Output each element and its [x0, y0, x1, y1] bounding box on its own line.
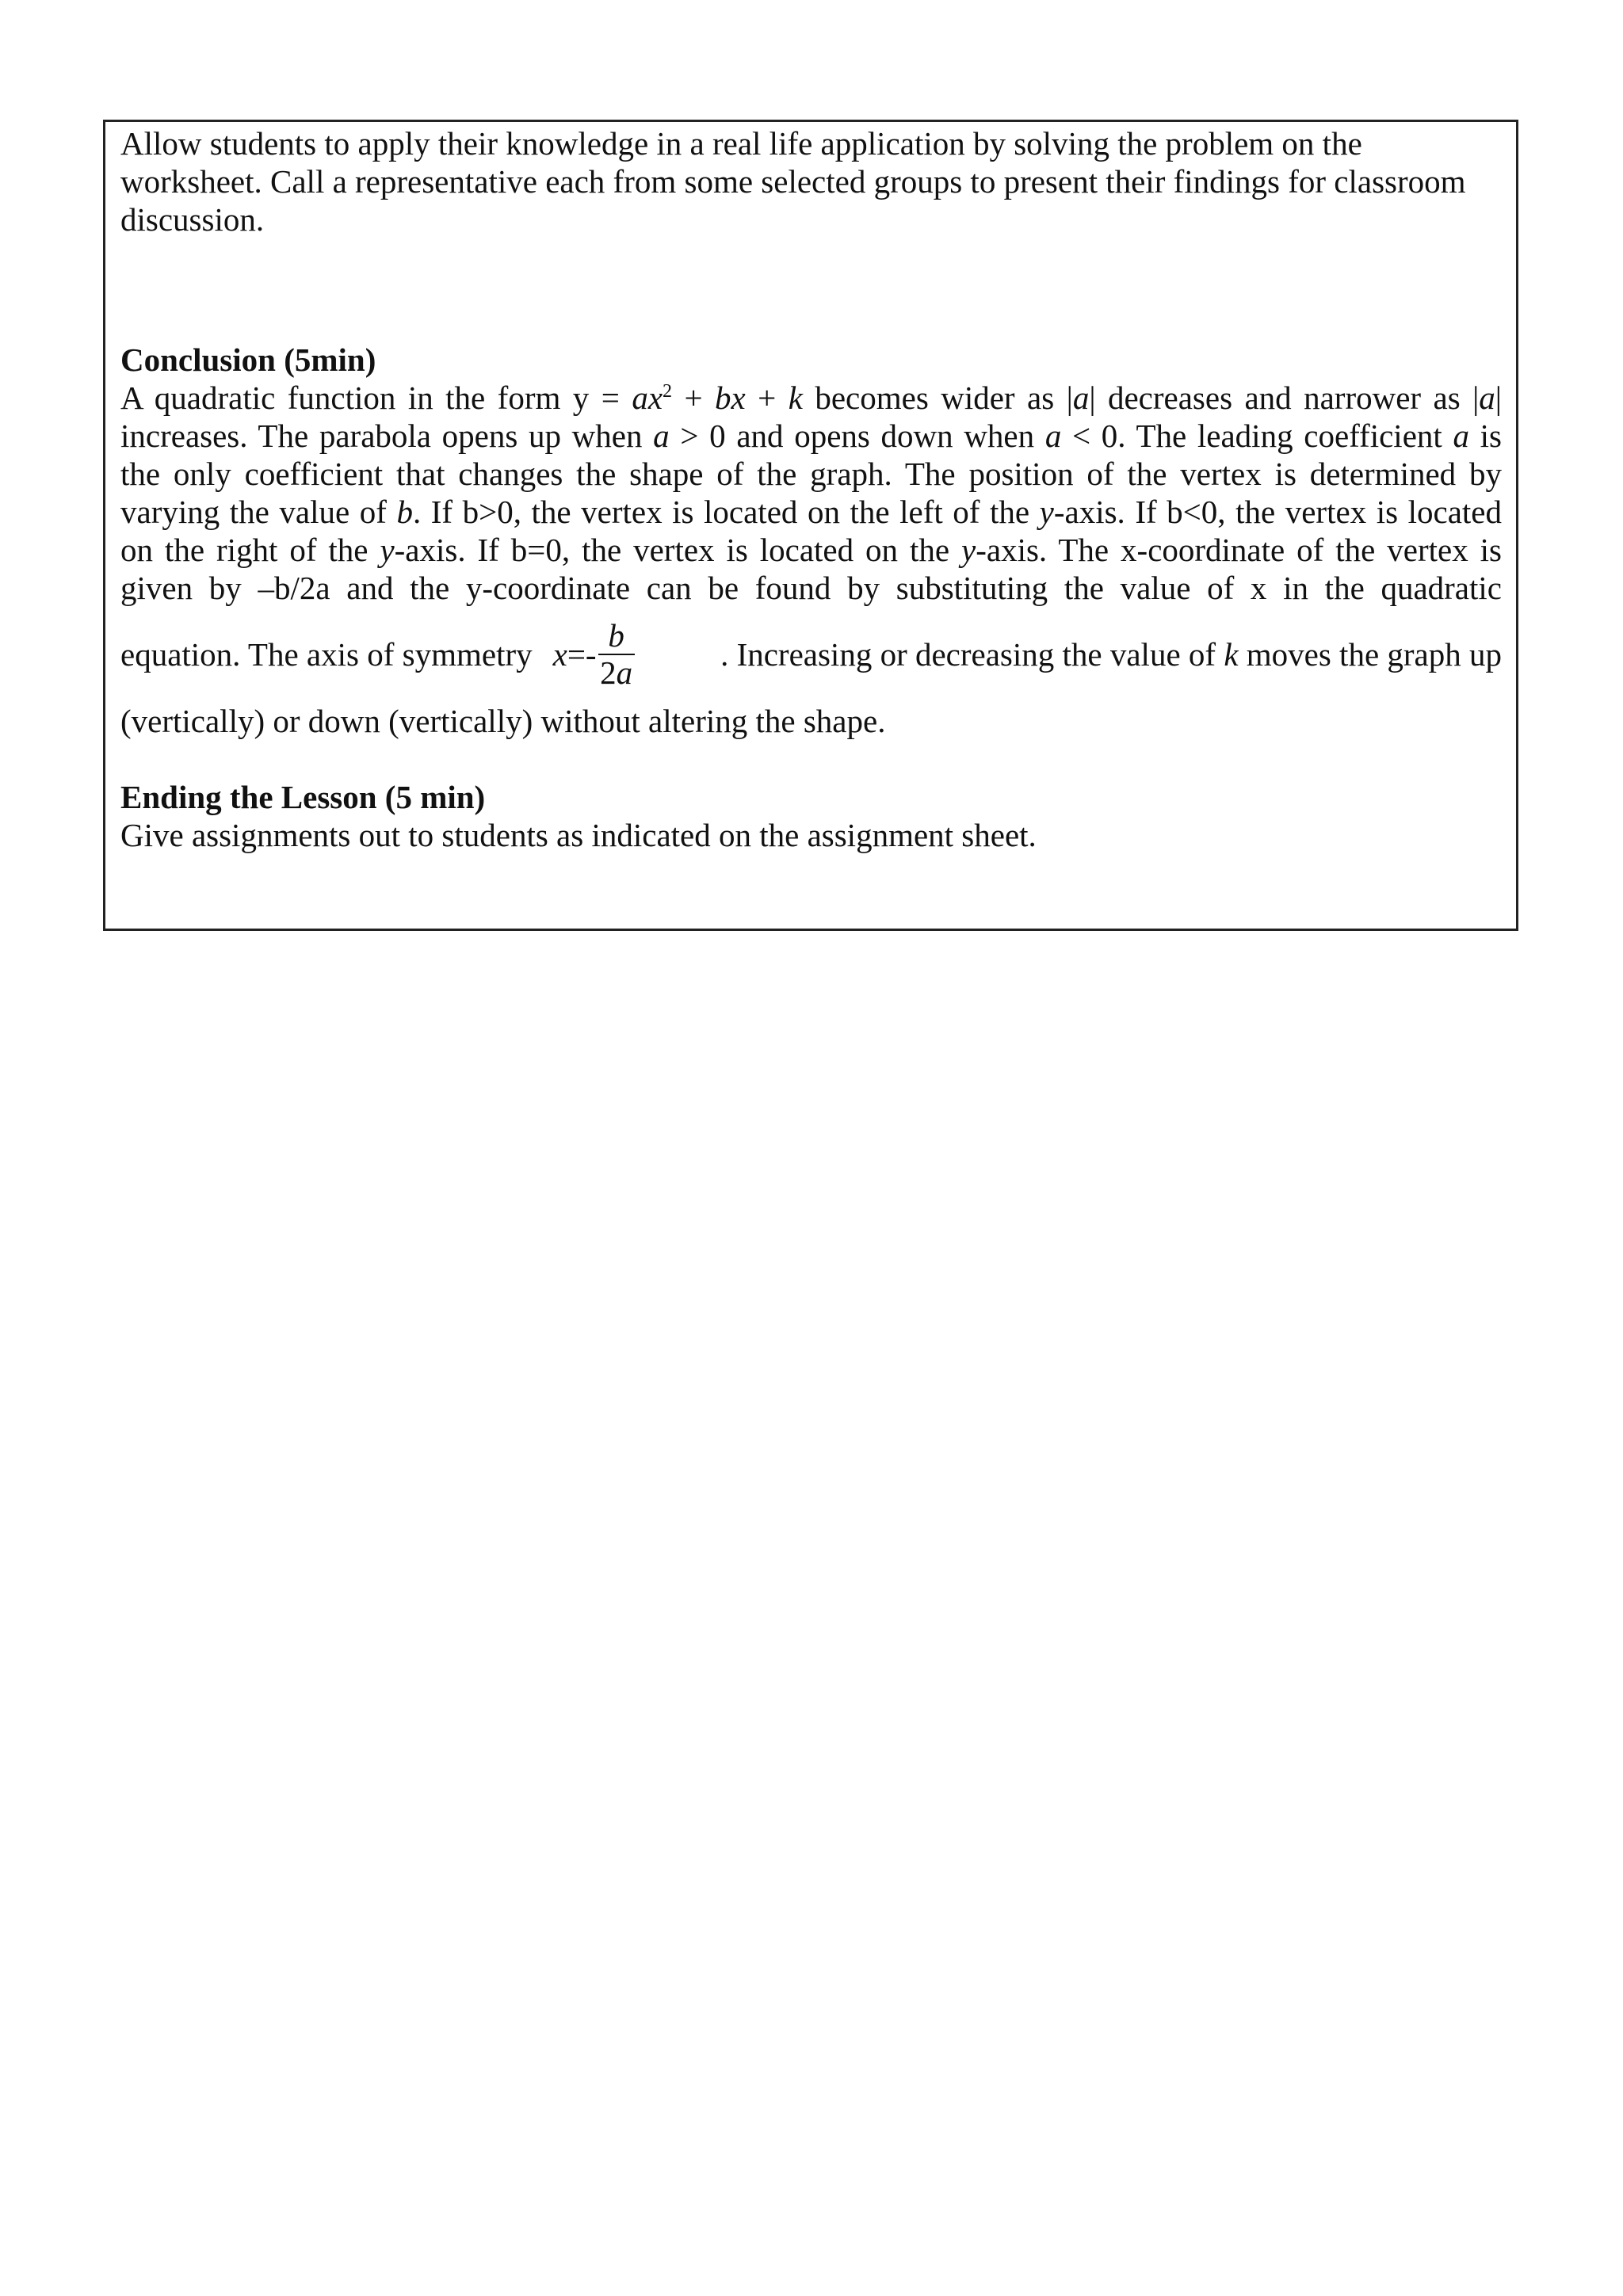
ending-heading: Ending the Lesson (5 min) [120, 779, 486, 815]
conclusion-line-2: increases. The parabola opens up when a > 0 and opens down when a < 0. The leading coefficient a is [120, 418, 1502, 454]
conclusion-line-6: given by –b/2a and the y-coordinate can be found by substituting the value of x in the quadratic [120, 570, 1502, 606]
ending-text: Give assignments out to students as indicated on the assignment sheet. [120, 817, 1037, 853]
intro-line-1: Allow students to apply their knowledge in a real life application by solving the problem on the [120, 125, 1362, 162]
axis-of-symmetry-line [120, 607, 1502, 702]
intro-paragraph [120, 124, 1502, 238]
conclusion-line-1: A quadratic function in the form $y = ax^2$ + bx + k becomes wider as |a| decreases and narrower as |a| [120, 379, 1503, 416]
fraction-b-over-2a: $\frac{b}{2a}$ [598, 619, 635, 690]
lesson-content-box [103, 120, 1518, 931]
intro-line-3: discussion. [120, 201, 265, 238]
axis-of-symmetry-equation: equation. The axis of symmetry x =- $\frac{b}{2a}$ [120, 619, 651, 690]
conclusion-paragraph [120, 379, 1502, 740]
conclusion-line-8: (vertically) or down (vertically) without altering the shape. [120, 703, 886, 739]
conclusion-heading: Conclusion (5min) [120, 341, 376, 378]
conclusion-line-4: varying the value of b. If b>0, the vertex is located on the left of the y-axis. If b<0, the vertex is located [120, 494, 1502, 530]
conclusion-line-5: on the right of the y-axis. If b=0, the vertex is located on the y-axis. The x-coordinate of the vertex is [120, 532, 1502, 568]
intro-line-2: worksheet. Call a representative each from some selected groups to present their findings for classroom [120, 163, 1466, 200]
conclusion-line-3: the only coefficient that changes the shape of the graph. The position of the vertex is determined by [120, 456, 1502, 492]
axis-of-symmetry-text: . Increasing or decreasing the value of k moves the graph up [720, 636, 1502, 673]
